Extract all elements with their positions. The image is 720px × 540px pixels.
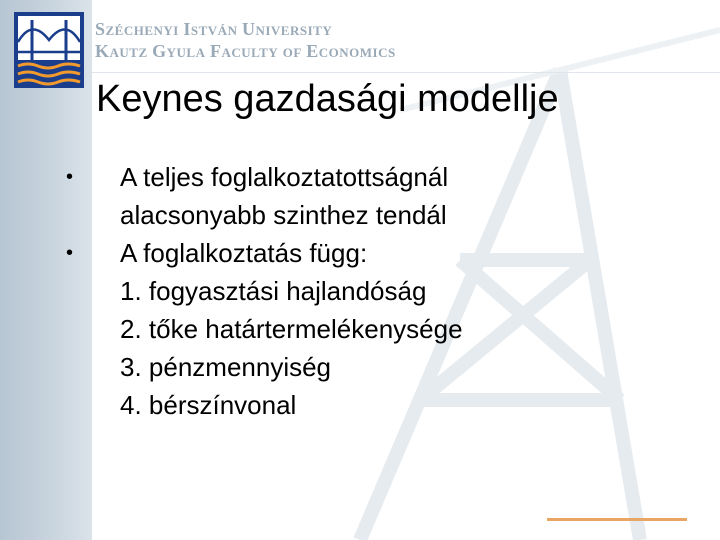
university-name xyxy=(95,19,332,40)
list-item: 3. pénzmennyiség xyxy=(120,352,332,382)
slide-title: Keynes gazdasági modellje xyxy=(96,78,559,120)
bullet-item xyxy=(62,158,702,234)
accent-divider xyxy=(547,518,687,521)
bullet-line: alacsonyabb szinthez tendál xyxy=(120,200,447,230)
bullet-item xyxy=(62,234,702,272)
faculty-word: ECONOMICS xyxy=(306,41,396,61)
faculty-name xyxy=(95,41,396,62)
list-item: 4. bérszínvonal xyxy=(120,390,297,420)
university-word: ISTVÁN xyxy=(183,19,238,39)
numbered-list xyxy=(120,272,702,424)
bullet-line: A teljes foglalkoztatottságnál xyxy=(120,162,449,192)
list-item: 1. fogyasztási hajlandóság xyxy=(120,276,427,306)
university-word: SZÉCHENYI xyxy=(95,19,179,39)
university-bridge-logo xyxy=(14,12,84,88)
faculty-word: GYULA xyxy=(152,41,206,61)
bullet-line: A foglalkoztatás függ: xyxy=(120,238,368,268)
faculty-word: FACULTY xyxy=(210,41,279,61)
bullet-icon: • xyxy=(66,242,74,264)
faculty-word: OF xyxy=(282,45,302,60)
bullet-text xyxy=(120,234,702,272)
university-word: UNIVERSITY xyxy=(241,19,333,39)
header-divider xyxy=(92,72,720,73)
faculty-word: KAUTZ xyxy=(95,41,148,61)
slide-content xyxy=(62,158,702,424)
bullet-text xyxy=(120,158,702,234)
list-item: 2. tőke határtermelékenysége xyxy=(120,314,463,344)
bullet-icon: • xyxy=(66,166,74,188)
